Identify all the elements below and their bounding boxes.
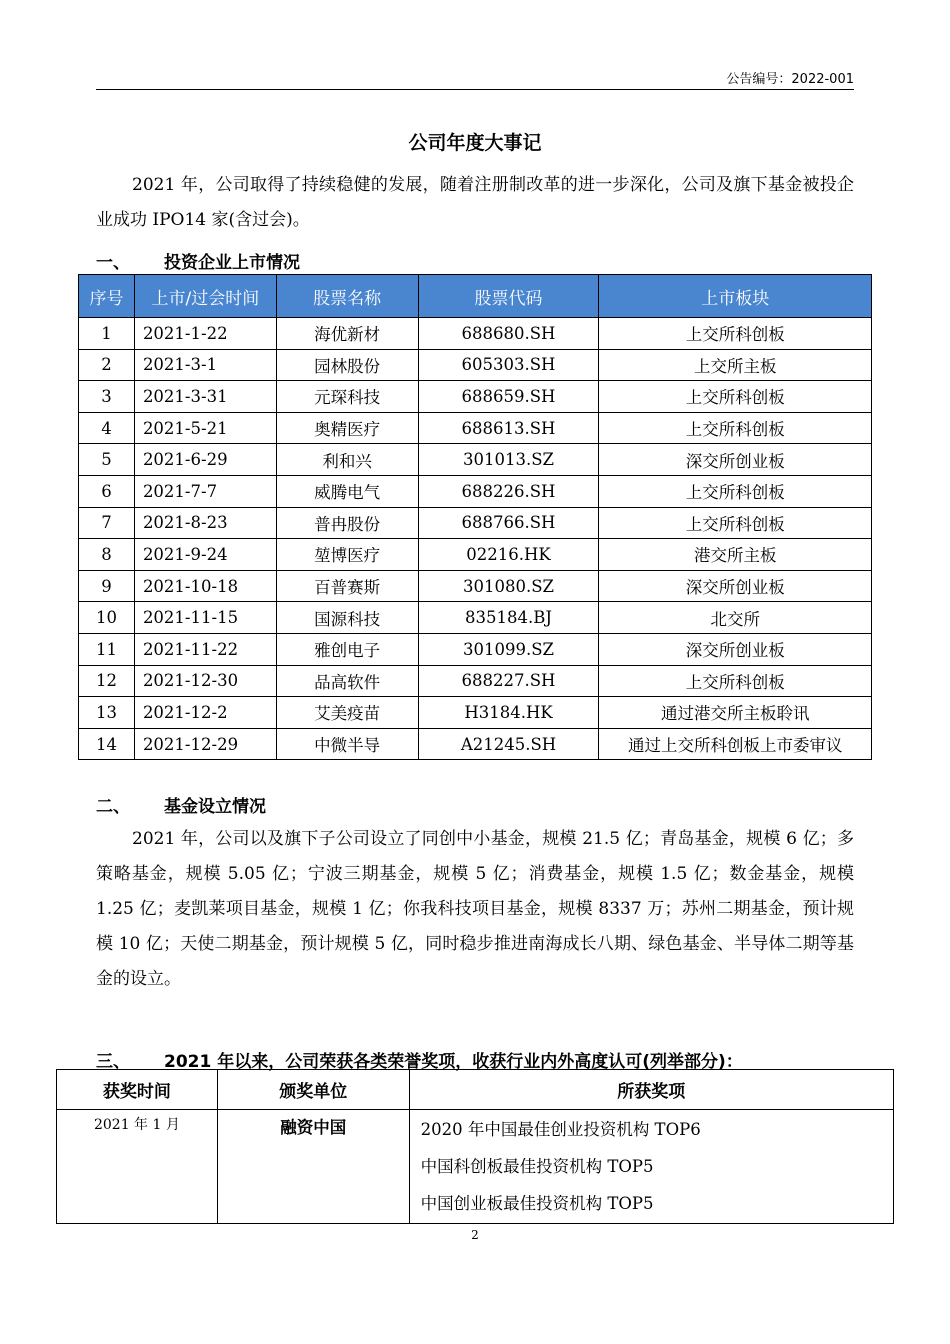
cell-stock-name: 艾美疫苗: [276, 697, 418, 729]
cell-stock-name: 堃博医疗: [276, 539, 418, 571]
fund-paragraph: 2021 年，公司以及旗下子公司设立了同创中小基金，规模 21.5 亿；青岛基金，规模 6 亿；多策略基金，规模 5.05 亿；宁波三期基金，规模 5 亿；消费基金，规模 1.5 亿；数金基金，规模 1.25 亿；麦凯莱项目基金，规模 1 亿；你我科技项目基金，规模 8337 万；苏州二期基金，预计规模 10 亿；天使二期基金，预计规模 5 亿，同时稳步推进南海成长八期、绿色基金、半导体二期等基金的设立。: [96, 829, 854, 989]
cell-stock-name: 中微半导: [276, 728, 418, 760]
table-row: [79, 633, 872, 665]
table-row: [79, 570, 872, 602]
column-header: 股票名称: [276, 275, 418, 318]
column-header: 获奖时间: [57, 1070, 218, 1110]
cell-index: 5: [79, 444, 135, 476]
cell-board: 上交所科创板: [599, 381, 872, 413]
cell-date: 2021-6-29: [134, 444, 276, 476]
cell-board: 上交所科创板: [599, 412, 872, 444]
column-header: 上市板块: [599, 275, 872, 318]
cell-index: 8: [79, 539, 135, 571]
header-rule: [96, 89, 854, 90]
cell-index: 7: [79, 507, 135, 539]
cell-stock-code: 688227.SH: [418, 665, 599, 697]
cell-date: 2021-12-29: [134, 728, 276, 760]
column-header: 上市/过会时间: [134, 275, 276, 318]
section-number: 二、: [96, 797, 130, 817]
cell-stock-name: 奥精医疗: [276, 412, 418, 444]
cell-index: 11: [79, 633, 135, 665]
award-org: 融资中国: [217, 1110, 409, 1224]
column-header: 颁奖单位: [217, 1070, 409, 1110]
cell-date: 2021-10-18: [134, 570, 276, 602]
cell-board: 通过上交所科创板上市委审议: [599, 728, 872, 760]
section-heading-2: [96, 792, 266, 817]
section-title: 投资企业上市情况: [164, 253, 300, 273]
cell-date: 2021-12-30: [134, 665, 276, 697]
table-row: [79, 697, 872, 729]
cell-stock-code: A21245.SH: [418, 728, 599, 760]
page-title: 公司年度大事记: [408, 132, 542, 154]
cell-date: 2021-5-21: [134, 412, 276, 444]
section-heading-1: [96, 248, 300, 273]
section-title: 2021 年以来，公司荣获各类荣誉奖项，收获行业内外高度认可(列举部分)：: [164, 1052, 743, 1072]
cell-stock-name: 威腾电气: [276, 475, 418, 507]
cell-stock-name: 海优新材: [276, 318, 418, 350]
table-row: [79, 507, 872, 539]
cell-stock-code: 301099.SZ: [418, 633, 599, 665]
cell-date: 2021-11-15: [134, 602, 276, 634]
table-row: [79, 349, 872, 381]
award-item: 中国科创板最佳投资机构 TOP5: [420, 1157, 654, 1176]
cell-board: 港交所主板: [599, 539, 872, 571]
cell-stock-code: 605303.SH: [418, 349, 599, 381]
cell-stock-code: 301013.SZ: [418, 444, 599, 476]
cell-index: 1: [79, 318, 135, 350]
cell-stock-name: 国源科技: [276, 602, 418, 634]
table-row: [57, 1110, 894, 1224]
cell-board: 通过港交所主板聆讯: [599, 697, 872, 729]
award-time: 2021 年 1 月: [57, 1110, 218, 1224]
table-row: [79, 318, 872, 350]
table-row: [79, 602, 872, 634]
cell-stock-code: 02216.HK: [418, 539, 599, 571]
cell-board: 北交所: [599, 602, 872, 634]
cell-board: 深交所创业板: [599, 444, 872, 476]
column-header: 股票代码: [418, 275, 599, 318]
cell-date: 2021-9-24: [134, 539, 276, 571]
cell-index: 9: [79, 570, 135, 602]
award-item: 2020 年中国最佳创业投资机构 TOP6: [420, 1120, 701, 1139]
section-number: 一、: [96, 253, 130, 273]
table-header-row: [57, 1070, 894, 1110]
cell-stock-code: 688613.SH: [418, 412, 599, 444]
column-header: 序号: [79, 275, 135, 318]
cell-index: 12: [79, 665, 135, 697]
cell-date: 2021-3-31: [134, 381, 276, 413]
cell-stock-code: 688226.SH: [418, 475, 599, 507]
section-title: 基金设立情况: [164, 797, 266, 817]
cell-date: 2021-3-1: [134, 349, 276, 381]
intro-paragraph: 2021 年，公司取得了持续稳健的发展，随着注册制改革的进一步深化，公司及旗下基金被投企业成功 IPO14 家(含过会)。: [96, 175, 854, 230]
cell-index: 2: [79, 349, 135, 381]
award-list: [409, 1110, 893, 1224]
cell-index: 14: [79, 728, 135, 760]
cell-stock-code: 688659.SH: [418, 381, 599, 413]
table-row: [79, 728, 872, 760]
table-row: [79, 412, 872, 444]
cell-board: 深交所创业板: [599, 633, 872, 665]
cell-stock-name: 品高软件: [276, 665, 418, 697]
cell-date: 2021-11-22: [134, 633, 276, 665]
cell-stock-name: 雅创电子: [276, 633, 418, 665]
cell-stock-code: 301080.SZ: [418, 570, 599, 602]
column-header: 所获奖项: [409, 1070, 893, 1110]
table-row: [79, 475, 872, 507]
notice-number: 公告编号：2022-001: [726, 72, 854, 87]
cell-index: 4: [79, 412, 135, 444]
cell-board: 深交所创业板: [599, 570, 872, 602]
cell-board: 上交所科创板: [599, 507, 872, 539]
cell-board: 上交所主板: [599, 349, 872, 381]
cell-date: 2021-12-2: [134, 697, 276, 729]
cell-stock-code: 688766.SH: [418, 507, 599, 539]
table-header-row: [79, 275, 872, 318]
table-row: [79, 539, 872, 571]
cell-index: 10: [79, 602, 135, 634]
award-item: 中国创业板最佳投资机构 TOP5: [420, 1194, 654, 1213]
table-row: [79, 444, 872, 476]
cell-stock-name: 元琛科技: [276, 381, 418, 413]
section-number: 三、: [96, 1052, 130, 1072]
cell-stock-code: 688680.SH: [418, 318, 599, 350]
cell-date: 2021-8-23: [134, 507, 276, 539]
cell-stock-code: H3184.HK: [418, 697, 599, 729]
cell-board: 上交所科创板: [599, 475, 872, 507]
ipo-table: [78, 274, 872, 760]
cell-date: 2021-7-7: [134, 475, 276, 507]
cell-index: 3: [79, 381, 135, 413]
award-table: [56, 1069, 894, 1224]
table-row: [79, 665, 872, 697]
cell-date: 2021-1-22: [134, 318, 276, 350]
cell-index: 6: [79, 475, 135, 507]
table-row: [79, 381, 872, 413]
cell-stock-name: 利和兴: [276, 444, 418, 476]
cell-board: 上交所科创板: [599, 318, 872, 350]
cell-index: 13: [79, 697, 135, 729]
cell-board: 上交所科创板: [599, 665, 872, 697]
cell-stock-name: 园林股份: [276, 349, 418, 381]
page-number: 2: [471, 1228, 479, 1242]
cell-stock-code: 835184.BJ: [418, 602, 599, 634]
cell-stock-name: 百普赛斯: [276, 570, 418, 602]
cell-stock-name: 普冉股份: [276, 507, 418, 539]
